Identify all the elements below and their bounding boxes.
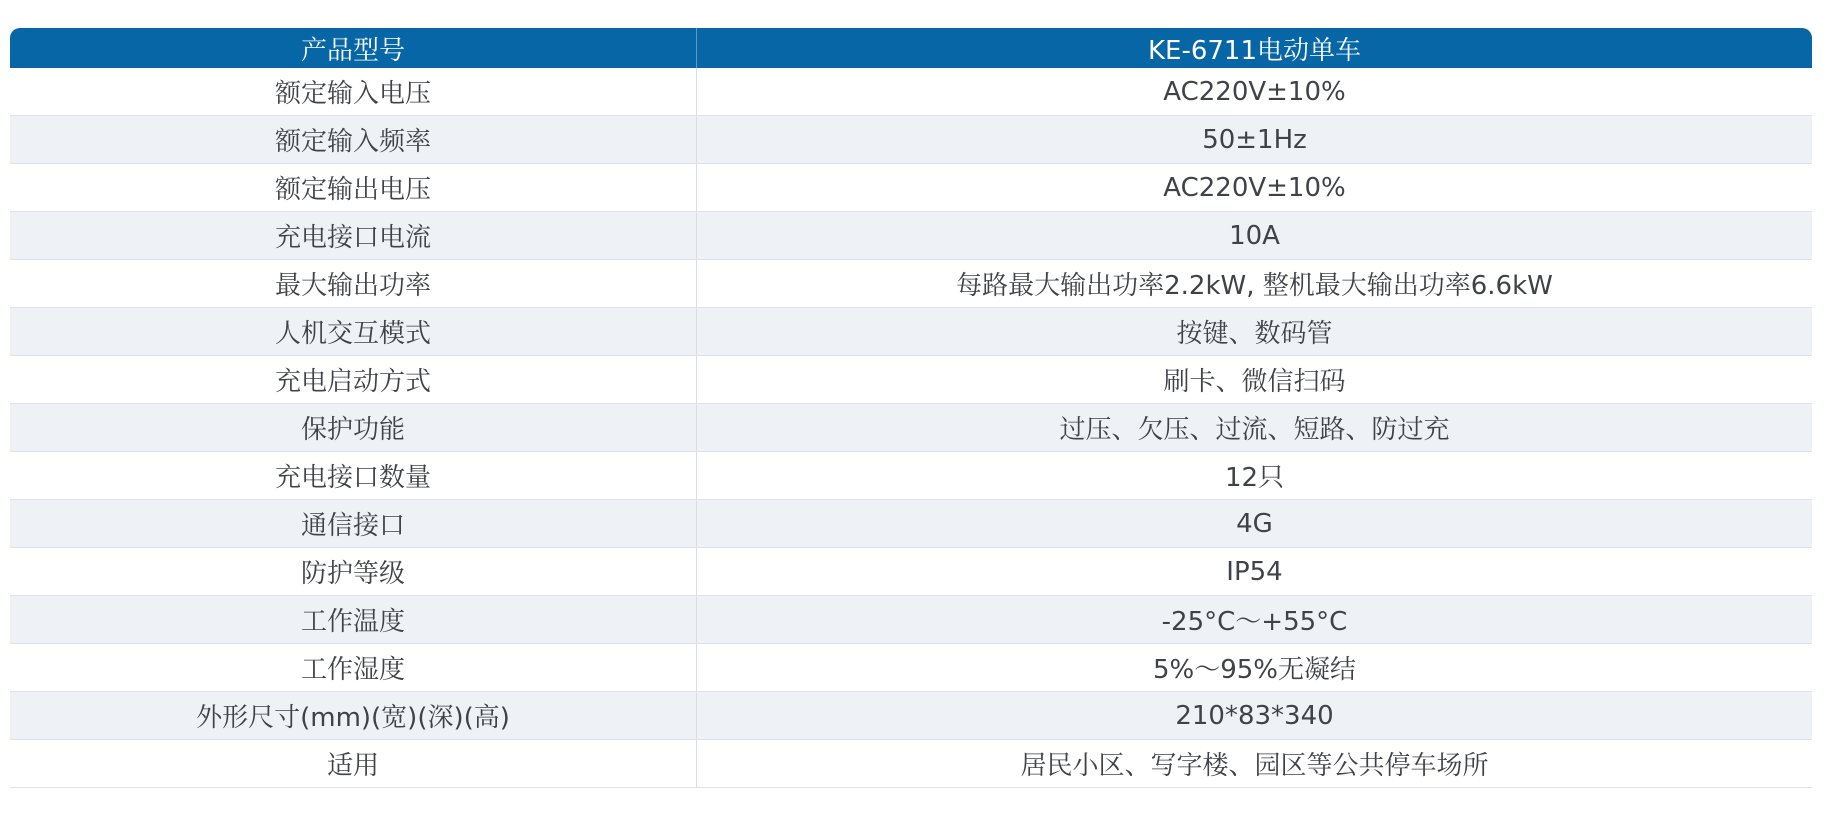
spec-value: 按键、数码管	[1176, 319, 1333, 349]
spec-value: 210*83*340	[1175, 700, 1334, 731]
product-spec-table	[10, 28, 1812, 788]
spec-table-body	[10, 68, 1812, 788]
spec-value: 居民小区、写字楼、园区等公共停车场所	[1020, 751, 1489, 781]
header-product-model: KE-6711电动单车	[1147, 35, 1362, 66]
spec-param: 人机交互模式	[10, 308, 697, 355]
spec-value: 10A	[1229, 220, 1280, 251]
spec-value: 50±1Hz	[1202, 124, 1307, 155]
spec-param: 充电接口电流	[10, 212, 697, 259]
spec-param: 工作湿度	[10, 644, 697, 691]
table-row	[10, 452, 1812, 500]
table-row	[10, 164, 1812, 212]
spec-param: 外形尺寸(mm)(宽)(深)(高)	[10, 692, 697, 739]
table-row	[10, 308, 1812, 356]
table-row	[10, 692, 1812, 740]
spec-param: 工作温度	[10, 596, 697, 643]
spec-param: 充电接口数量	[10, 452, 697, 499]
spec-value: 4G	[1236, 508, 1273, 539]
table-row	[10, 596, 1812, 644]
spec-param: 保护功能	[10, 404, 697, 451]
spec-value: 过压、欠压、过流、短路、防过充	[1059, 415, 1450, 445]
table-row	[10, 500, 1812, 548]
spec-value: AC220V±10%	[1163, 172, 1346, 203]
table-row	[10, 68, 1812, 116]
table-row	[10, 116, 1812, 164]
spec-param: 通信接口	[10, 500, 697, 547]
spec-table-header-row	[10, 28, 1812, 68]
spec-value: 刷卡、微信扫码	[1163, 367, 1346, 397]
header-param-label: 产品型号	[10, 28, 697, 68]
spec-param: 额定输入频率	[10, 116, 697, 163]
spec-value: -25°C～+55°C	[1161, 607, 1348, 637]
spec-param: 最大输出功率	[10, 260, 697, 307]
table-row	[10, 212, 1812, 260]
table-row	[10, 740, 1812, 788]
spec-param: 额定输入电压	[10, 68, 697, 115]
table-row	[10, 404, 1812, 452]
spec-param: 防护等级	[10, 548, 697, 595]
spec-value: IP54	[1226, 556, 1283, 587]
spec-param: 充电启动方式	[10, 356, 697, 403]
table-row	[10, 356, 1812, 404]
table-row	[10, 644, 1812, 692]
spec-param: 适用	[10, 740, 697, 787]
spec-value: 每路最大输出功率2.2kW, 整机最大输出功率6.6kW	[956, 271, 1553, 301]
spec-value: AC220V±10%	[1163, 76, 1346, 107]
spec-value: 5%～95%无凝结	[1152, 655, 1357, 685]
table-row	[10, 260, 1812, 308]
table-row	[10, 548, 1812, 596]
spec-param: 额定输出电压	[10, 164, 697, 211]
spec-value: 12只	[1224, 463, 1285, 493]
